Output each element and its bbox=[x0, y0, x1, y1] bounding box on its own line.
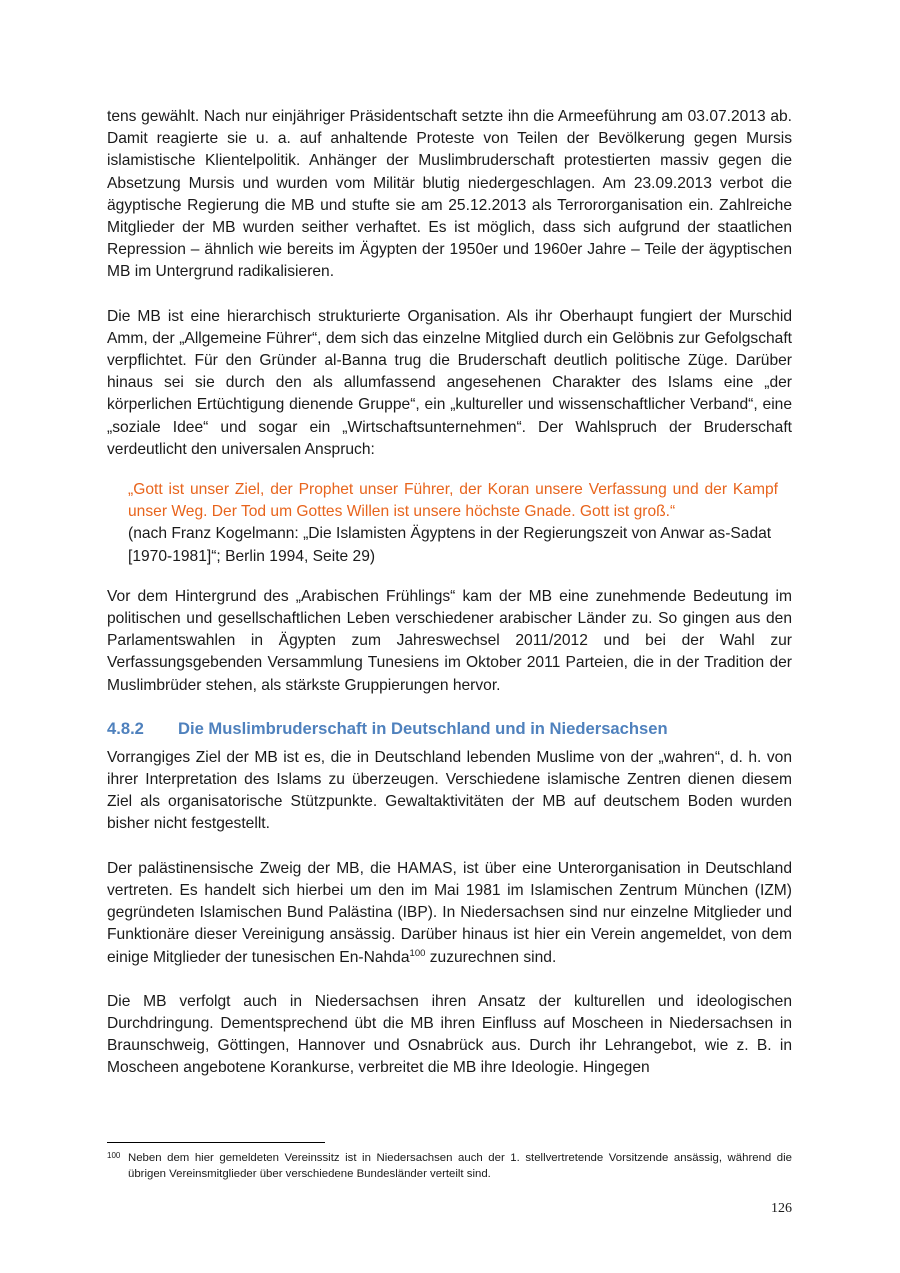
motto-quote: „Gott ist unser Ziel, der Prophet unser Führer, der Koran unsere Verfassung und der Kampf unser Weg. Der Tod um Gottes Willen ist unsere höchste Gnade. Gott ist groß.“ bbox=[128, 481, 778, 521]
page-number: 126 bbox=[771, 1201, 792, 1216]
paragraph-mb-germany-goal: Vorrangiges Ziel der MB ist es, die in Deutschland lebenden Muslime von der „wahren“, d. h. von ihrer Interpretation des Islams zu überzeugen. Verschiedene islamische Zentren dienen diesem Ziel als organisatorische Stützpunkte. Gewaltaktivitäten der MB auf deutschem Boden wurden bisher nicht festgestellt. bbox=[107, 748, 792, 833]
quote-source: (nach Franz Kogelmann: „Die Islamisten Ägyptens in der Regierungszeit von Anwar as-Sadat [1970-1981]“; Berlin 1994, Seite 29) bbox=[128, 525, 772, 565]
footnote-number: 100 bbox=[107, 1151, 121, 1160]
paragraph-mb-structure: Die MB ist eine hierarchisch strukturierte Organisation. Als ihr Oberhaupt fungiert der Murschid Amm, der „Allgemeine Führer“, dem sich das einzelne Mitglied durch ein Gelöbnis zur Gefolgschaft verpflichtet. Für den Gründer al-Banna trug die Bruderschaft deutlich politische Züge. Darüber hinaus sei sie durch den als allumfassend angesehenen Charakter des Islams eine „der körperlichen Ertüchtigung dienende Gruppe“, ein „kultureller und wissenschaftlicher Verband“, eine „soziale Idee“ und sogar ein „Wirtschaftsunternehmen“. Der Wahlspruch der Bruderschaft verdeutlicht den universalen Anspruch: bbox=[107, 307, 792, 458]
paragraph-hamas-tail: zuzurechnen sind. bbox=[425, 948, 557, 966]
footnote-separator bbox=[107, 1142, 325, 1143]
section-title: Die Muslimbruderschaft in Deutschland und in Niedersachsen bbox=[178, 718, 668, 738]
paragraph-arab-spring: Vor dem Hintergrund des „Arabischen Frühlings“ kam der MB eine zunehmende Bedeutung im politischen und gesellschaftlichen Leben verschiedener arabischer Länder zu. So gingen aus den Parlamentswahlen in Ägypten zum Jahreswechsel 2011/2012 und bei der Wahl zur Verfassungsgebenden Versammlung Tunesiens im Oktober 2011 Parteien, die in der Tradition der Muslimbrüder stehen, als stärkste Gruppierungen hervor. bbox=[107, 587, 792, 694]
paragraph-hamas bbox=[107, 858, 792, 969]
page-body bbox=[107, 106, 792, 1080]
paragraph-mursi-overthrow: tens gewählt. Nach nur einjähriger Präsidentschaft setzte ihn die Armeeführung am 03.07.2013 ab. Damit reagierte sie u. a. auf anhaltende Proteste von Teilen der Bevölkerung gegen Mursis islamistische Klientelpolitik. Anhänger der Muslimbruderschaft protestierten massiv gegen die Absetzung Mursis und wurden vom Militär blutig niedergeschlagen. Am 23.09.2013 verbot die ägyptische Regierung die MB und stufte sie am 25.12.2013 als Terrororganisation ein. Zahlreiche Mitglieder der MB wurden seither verhaftet. Es ist möglich, dass sich aufgrund der staatlichen Repression – ähnlich wie bereits im Ägypten der 1950er und 1960er Jahre – Teile der ägyptischen MB im Untergrund radikalisieren. bbox=[107, 108, 792, 281]
motto-blockquote bbox=[128, 479, 778, 568]
footnote bbox=[107, 1150, 792, 1182]
footnote-reference[interactable]: 100 bbox=[409, 947, 426, 959]
section-number: 4.8.2 bbox=[107, 718, 144, 738]
paragraph-mb-lower-saxony: Die MB verfolgt auch in Niedersachsen ihren Ansatz der kulturellen und ideologischen Durchdringung. Dementsprechend übt die MB ihren Einfluss auf Moscheen in Niedersachsen in Braunschweig, Göttingen, Hannover und Osnabrück aus. Durch ihr Lehrangebot, wie z. B. in Moscheen angebotene Korankurse, verbreitet die MB ihre Ideologie. Hingegen bbox=[107, 992, 792, 1077]
footnote-text: Neben dem hier gemeldeten Vereinssitz ist in Niedersachsen auch der 1. stellvertretende Vorsitzende ansässig, während die übrigen Vereinsmitglieder über verschiedene Bundesländer verteilt sind. bbox=[128, 1152, 792, 1180]
paragraph-hamas-text: Der palästinensische Zweig der MB, die HAMAS, ist über eine Unterorganisation in Deutschland vertreten. Es handelt sich hierbei um den im Mai 1981 im Islamischen Zentrum München (IZM) gegründeten Islamischen Bund Palästina (IBP). In Niedersachsen sind nur einzelne Mitglieder und Funktionäre dieser Vereinigung ansässig. Darüber hinaus ist hier ein Verein angemeldet, von dem einige Mitglieder der tunesischen En-Nahda bbox=[107, 859, 792, 966]
section-heading bbox=[107, 717, 792, 741]
